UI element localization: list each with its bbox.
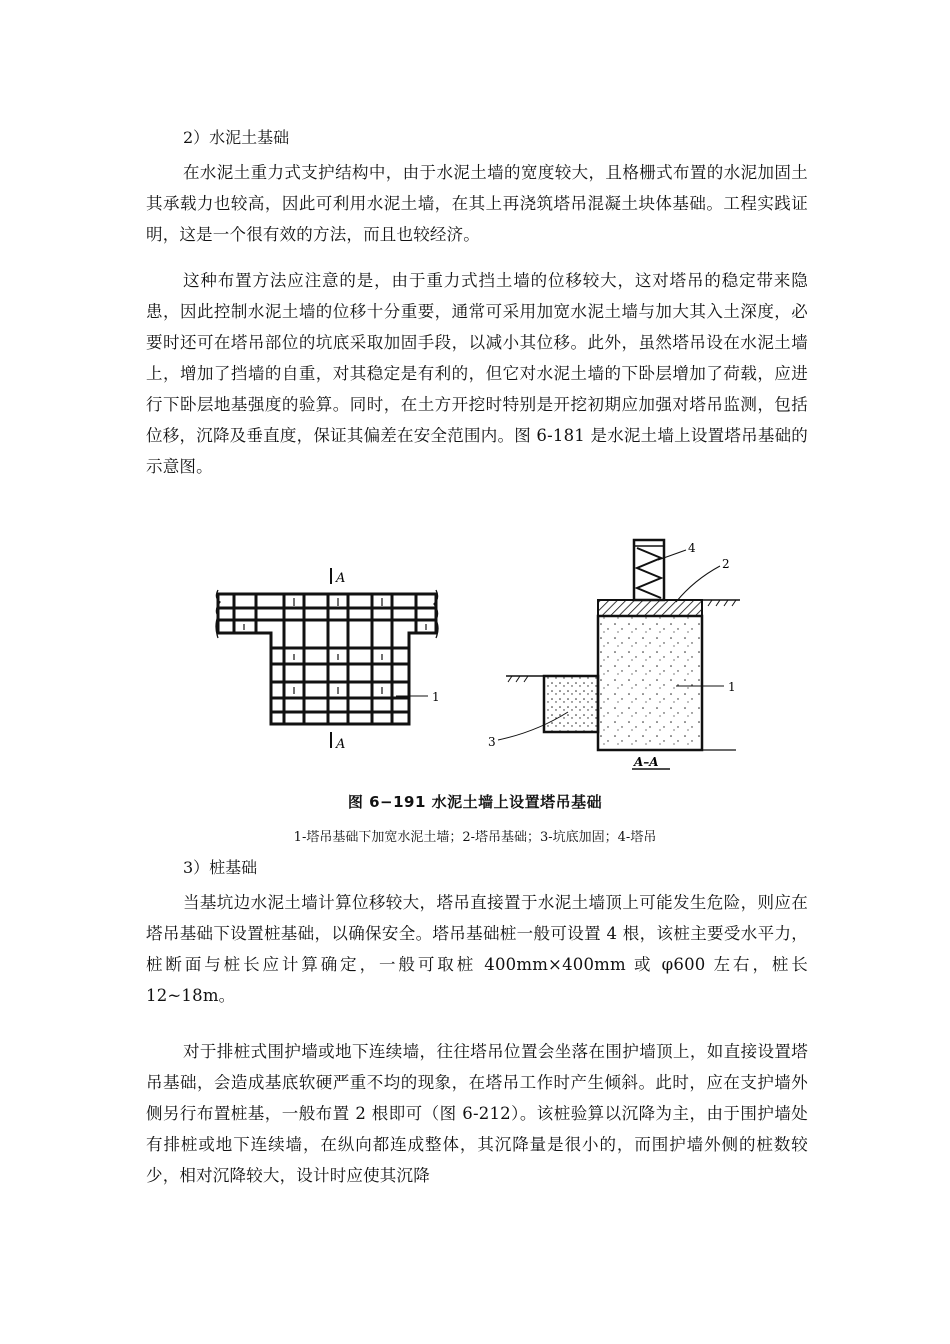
figure-tower-crane-foundation [206, 536, 746, 776]
label-2: 2 [722, 557, 730, 571]
section-heading-cement-soil-foundation: 2）水泥土基础 [183, 128, 290, 147]
section-mark-bottom: A [336, 737, 346, 752]
label-4: 4 [688, 541, 696, 555]
label-1-section: 1 [728, 680, 736, 694]
section-heading-pile-foundation: 3）桩基础 [183, 858, 258, 877]
label-1-plan: 1 [432, 690, 440, 704]
paragraph-cement-soil-intro: 在水泥土重力式支护结构中，由于水泥土墙的宽度较大，且格栅式布置的水泥加固土其承载力也较高，因此可利用水泥土墙，在其上再浇筑塔吊混凝土块体基础。工程实践证明，这是一个很有效的方法，而且也较经济。 [146, 163, 808, 244]
paragraph-cement-soil-notes: 这种布置方法应注意的是，由于重力式挡土墙的位移较大，这对塔吊的稳定带来隐患，因此控制水泥土墙的位移十分重要，通常可采用加宽水泥土墙与加大其入土深度，必要时还可在塔吊部位的坑底采取加固手段，以减小其位移。此外，虽然塔吊设在水泥土墙上，增加了挡墙的自重，对其稳定是有利的，但它对水泥土墙的下卧层增加了荷载，应进行下卧层地基强度的验算。同时，在土方开挖时特别是开挖初期应加强对塔吊监测，包括位移，沉降及垂直度，保证其偏差在安全范围内。图 6-181 是水泥土墙上设置塔吊基础的示意图。 [146, 271, 808, 476]
section-view [488, 540, 740, 769]
paragraph-pile-retaining-wall: 对于排桩式围护墙或地下连续墙，往往塔吊位置会坐落在围护墙顶上，如直接设置塔吊基础，会造成基底软硬严重不均的现象，在塔吊工作时产生倾斜。此时，应在支护墙外侧另行布置桩基，一般布置 2 根即可（图 6-212）。该桩验算以沉降为主，由于围护墙处有排桩或地下连续墙，在纵向都连成整体，其沉降量是很小的，而围护墙外侧的桩数较少，相对沉降较大，设计时应使其沉降 [146, 1042, 808, 1185]
figure-legend: 1-塔吊基础下加宽水泥土墙；2-塔吊基础；3-坑底加固；4-塔吊 [293, 830, 657, 845]
section-label: A–A [634, 755, 659, 769]
figure-caption: 图 6−191 水泥土墙上设置塔吊基础 [347, 793, 603, 811]
section-mark-top: A [336, 571, 346, 586]
label-3: 3 [488, 735, 496, 749]
plan-view [216, 568, 440, 752]
paragraph-pile-intro: 当基坑边水泥土墙计算位移较大，塔吊直接置于水泥土墙顶上可能发生危险，则应在塔吊基础下设置桩基础，以确保安全。塔吊基础桩一般可设置 4 根，该桩主要受水平力，桩断面与桩长应计算确定，一般可取桩 400mm×400mm 或 φ600 左右，桩长 12~18m。 [146, 893, 808, 1005]
